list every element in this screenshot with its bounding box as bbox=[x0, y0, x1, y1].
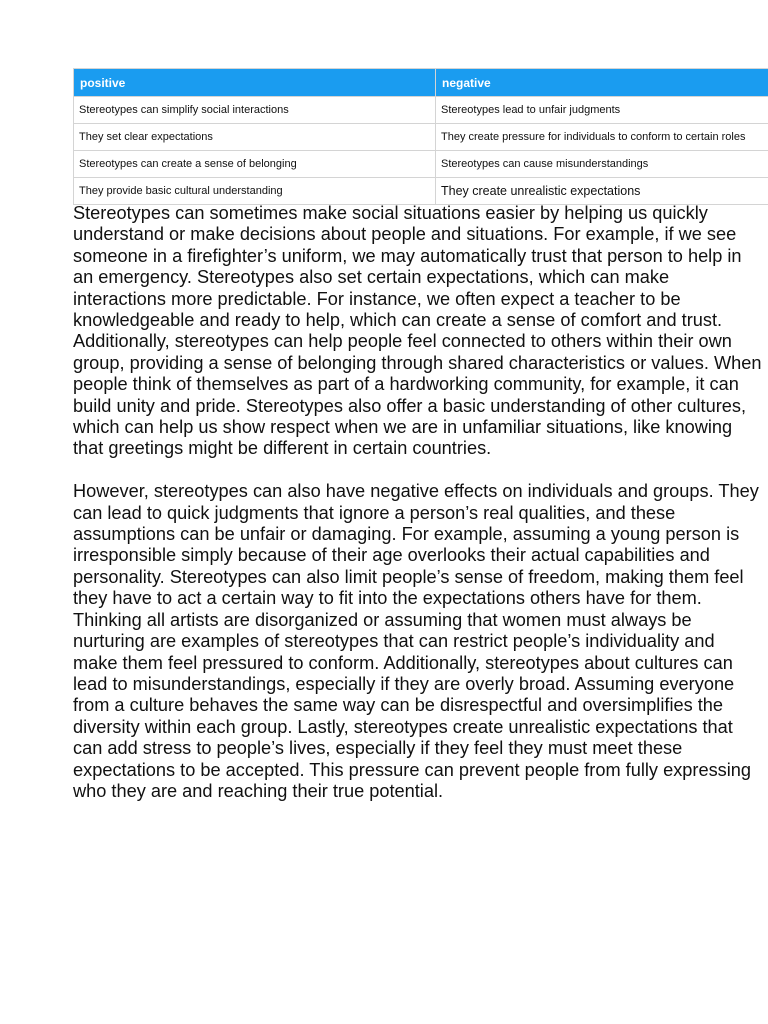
positive-cell: Stereotypes can simplify social interactions bbox=[74, 97, 436, 124]
header-positive: positive bbox=[74, 69, 436, 97]
negative-cell: They create unrealistic expectations bbox=[436, 178, 768, 205]
table-header-row bbox=[74, 69, 768, 97]
table-row bbox=[74, 151, 768, 178]
negative-cell: Stereotypes can cause misunderstandings bbox=[436, 151, 768, 178]
paragraph-positive-effects: Stereotypes can sometimes make social situations easier by helping us quickly understand or make decisions about people and situations. For example, if we see someone in a firefighter’s uniform, we may automatically trust that person to help in an emergency. Stereotypes also set certain expectations, which can make interactions more predictable. For instance, we often expect a teacher to be knowledgeable and ready to help, which can create a sense of comfort and trust. Additionally, stereotypes can help people feel connected to others within their own group, providing a sense of belonging through shared characteristics or values. When people think of themselves as part of a hardworking community, for example, it can build unity and pride. Stereotypes also offer a basic understanding of other cultures, which can help us show respect when we are in unfamiliar situations, like knowing that greetings might be different in certain countries. bbox=[73, 203, 762, 459]
negative-cell: Stereotypes lead to unfair judgments bbox=[436, 97, 768, 124]
table-row bbox=[74, 178, 768, 205]
header-negative: negative bbox=[436, 69, 768, 97]
body-text bbox=[73, 203, 763, 802]
positive-cell: They provide basic cultural understanding bbox=[74, 178, 436, 205]
positive-cell: They set clear expectations bbox=[74, 124, 436, 151]
paragraph-negative-effects: However, stereotypes can also have negative effects on individuals and groups. They can lead to quick judgments that ignore a person’s real qualities, and these assumptions can be unfair or damaging. For example, assuming a young person is irresponsible simply because of their age overlooks their actual capabilities and personality. Stereotypes can also limit people’s sense of freedom, making them feel they have to act a certain way to fit into the expectations others have for them. Thinking all artists are disorganized or assuming that women must always be nurturing are examples of stereotypes that can restrict people’s individuality and make them feel pressured to conform. Additionally, stereotypes about cultures can lead to misunderstandings, especially if they are overly broad. Assuming everyone from a culture behaves the same way can be disrespectful and oversimplifies the diversity within each group. Lastly, stereotypes create unrealistic expectations that can add stress to people’s lives, especially if they feel they must meet these expectations to be accepted. This pressure can prevent people from fully expressing who they are and reaching their true potential. bbox=[73, 481, 759, 801]
positive-cell: Stereotypes can create a sense of belonging bbox=[74, 151, 436, 178]
table-row bbox=[74, 97, 768, 124]
table-row bbox=[74, 124, 768, 151]
comparison-table bbox=[73, 68, 768, 205]
negative-cell: They create pressure for individuals to conform to certain roles bbox=[436, 124, 768, 151]
